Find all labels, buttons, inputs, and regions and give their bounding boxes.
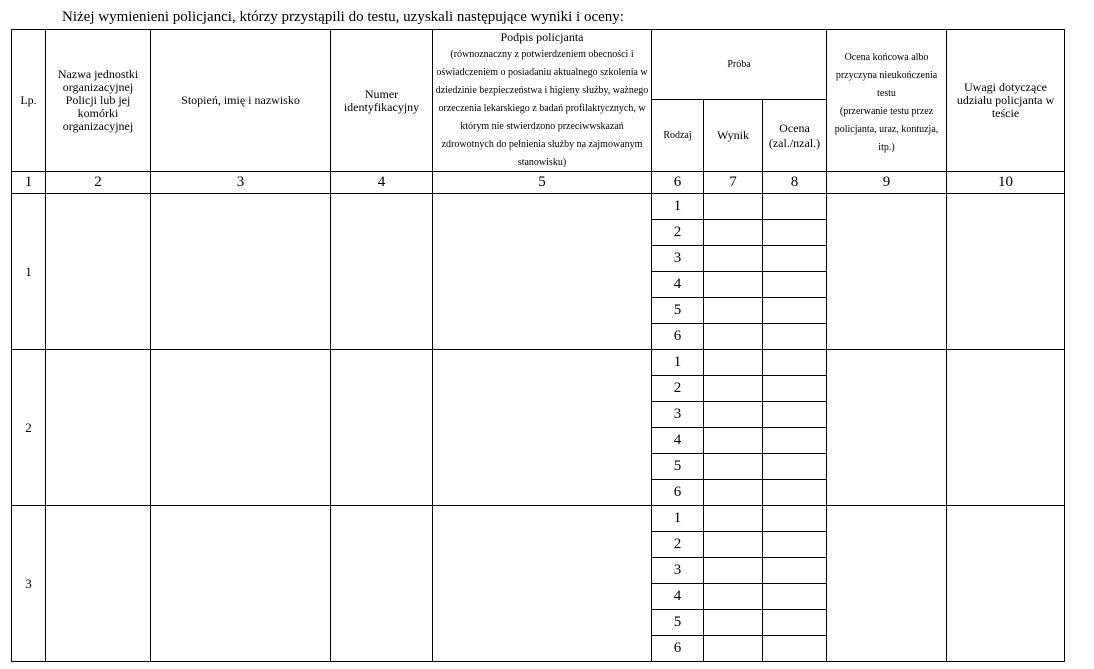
header-kind: Rodzaj <box>652 100 704 172</box>
final-grade-title: Ocena końcowa albo przyczyna nieukończenia testu <box>835 51 938 99</box>
rank-name-cell[interactable] <box>151 350 331 506</box>
result-cell[interactable] <box>704 584 763 610</box>
attempt-kind-cell: 1 <box>652 194 704 220</box>
result-cell[interactable] <box>704 506 763 532</box>
grade-cell[interactable] <box>763 298 827 324</box>
attempt-kind-cell: 5 <box>652 454 704 480</box>
result-cell[interactable] <box>704 532 763 558</box>
attempt-kind-cell: 4 <box>652 428 704 454</box>
attempt-kind-cell: 2 <box>652 532 704 558</box>
header-rank-name: Stopień, imię i nazwisko <box>151 30 331 172</box>
column-number: 7 <box>704 172 763 194</box>
column-number: 8 <box>763 172 827 194</box>
grade-cell[interactable] <box>763 480 827 506</box>
column-number: 5 <box>433 172 652 194</box>
attempt-kind-cell: 3 <box>652 246 704 272</box>
signature-cell[interactable] <box>433 194 652 350</box>
result-cell[interactable] <box>704 636 763 662</box>
rank-name-cell[interactable] <box>151 506 331 662</box>
result-cell[interactable] <box>704 402 763 428</box>
column-number: 2 <box>46 172 151 194</box>
header-unit: Nazwa jednostki organizacyjnej Policji lub jej komórki organizacyjnej <box>46 30 151 172</box>
unit-cell[interactable] <box>46 194 151 350</box>
attempt-kind-cell: 5 <box>652 298 704 324</box>
grade-cell[interactable] <box>763 454 827 480</box>
grade-cell[interactable] <box>763 376 827 402</box>
lp-cell: 1 <box>12 194 46 350</box>
grade-cell[interactable] <box>763 636 827 662</box>
column-number: 10 <box>947 172 1065 194</box>
rank-name-cell[interactable] <box>151 194 331 350</box>
final-grade-cell[interactable] <box>827 350 947 506</box>
signature-note: (równoznaczny z potwierdzeniem obecności i oświadczeniem o posiadaniu aktualnego szkolenia w dziedzinie bezpieczeństwa i higieny służby, ważnego orzeczenia lekarskiego z badań profilaktycznych, w którym nie stwierdzono przeciwwskazań zdrowotnych do pełnienia służby na zajmowanym stanowisku) <box>435 49 649 168</box>
header-id-number: Numer identyfikacyjny <box>331 30 433 172</box>
column-number: 4 <box>331 172 433 194</box>
signature-cell[interactable] <box>433 350 652 506</box>
remarks-cell[interactable] <box>947 194 1065 350</box>
grade-cell[interactable] <box>763 272 827 298</box>
id-number-cell[interactable] <box>331 350 433 506</box>
header-trial: Próba <box>652 30 827 100</box>
signature-title: Podpis policjanta <box>500 30 584 44</box>
lp-cell: 2 <box>12 350 46 506</box>
grade-cell[interactable] <box>763 558 827 584</box>
lp-cell: 3 <box>12 506 46 662</box>
attempt-kind-cell: 3 <box>652 402 704 428</box>
attempt-row <box>12 350 1065 376</box>
final-grade-cell[interactable] <box>827 506 947 662</box>
result-cell[interactable] <box>704 376 763 402</box>
grade-cell[interactable] <box>763 428 827 454</box>
attempt-kind-cell: 1 <box>652 506 704 532</box>
attempt-kind-cell: 2 <box>652 376 704 402</box>
column-number: 3 <box>151 172 331 194</box>
result-cell[interactable] <box>704 558 763 584</box>
grade-cell[interactable] <box>763 402 827 428</box>
header-remarks: Uwagi dotyczące udziału policjanta w teście <box>947 30 1065 172</box>
grade-cell[interactable] <box>763 246 827 272</box>
column-number: 6 <box>652 172 704 194</box>
unit-cell[interactable] <box>46 350 151 506</box>
result-cell[interactable] <box>704 610 763 636</box>
header-result: Wynik <box>704 100 763 172</box>
attempt-kind-cell: 6 <box>652 324 704 350</box>
result-cell[interactable] <box>704 298 763 324</box>
final-grade-note: (przerwanie testu przez policjanta, uraz, kontuzja, itp.) <box>834 105 939 153</box>
result-cell[interactable] <box>704 246 763 272</box>
header-lp: Lp. <box>12 30 46 172</box>
header-signature <box>433 30 652 172</box>
result-cell[interactable] <box>704 480 763 506</box>
attempt-row <box>12 194 1065 220</box>
header-grade: Ocena (zal./nzal.) <box>763 100 827 172</box>
attempt-kind-cell: 3 <box>652 558 704 584</box>
result-cell[interactable] <box>704 324 763 350</box>
grade-cell[interactable] <box>763 584 827 610</box>
attempt-kind-cell: 6 <box>652 480 704 506</box>
result-cell[interactable] <box>704 194 763 220</box>
grade-cell[interactable] <box>763 610 827 636</box>
column-number: 1 <box>12 172 46 194</box>
remarks-cell[interactable] <box>947 350 1065 506</box>
grade-cell[interactable] <box>763 506 827 532</box>
attempt-kind-cell: 6 <box>652 636 704 662</box>
grade-cell[interactable] <box>763 532 827 558</box>
column-number: 9 <box>827 172 947 194</box>
attempt-row <box>12 506 1065 532</box>
column-number-row <box>12 172 1065 194</box>
attempt-kind-cell: 4 <box>652 584 704 610</box>
id-number-cell[interactable] <box>331 506 433 662</box>
intro-text: Niżej wymienieni policjanci, którzy przystąpili do testu, uzyskali następujące wyniki i oceny: <box>62 9 624 25</box>
grade-cell[interactable] <box>763 324 827 350</box>
results-table <box>11 29 1065 662</box>
attempt-kind-cell: 2 <box>652 220 704 246</box>
header-final-grade <box>827 30 947 172</box>
grade-cell[interactable] <box>763 350 827 376</box>
result-cell[interactable] <box>704 454 763 480</box>
final-grade-cell[interactable] <box>827 194 947 350</box>
attempt-kind-cell: 5 <box>652 610 704 636</box>
attempt-kind-cell: 1 <box>652 350 704 376</box>
result-cell[interactable] <box>704 220 763 246</box>
id-number-cell[interactable] <box>331 194 433 350</box>
grade-cell[interactable] <box>763 194 827 220</box>
remarks-cell[interactable] <box>947 506 1065 662</box>
result-cell[interactable] <box>704 350 763 376</box>
unit-cell[interactable] <box>46 506 151 662</box>
result-cell[interactable] <box>704 272 763 298</box>
signature-cell[interactable] <box>433 506 652 662</box>
attempt-kind-cell: 4 <box>652 272 704 298</box>
result-cell[interactable] <box>704 428 763 454</box>
grade-cell[interactable] <box>763 220 827 246</box>
